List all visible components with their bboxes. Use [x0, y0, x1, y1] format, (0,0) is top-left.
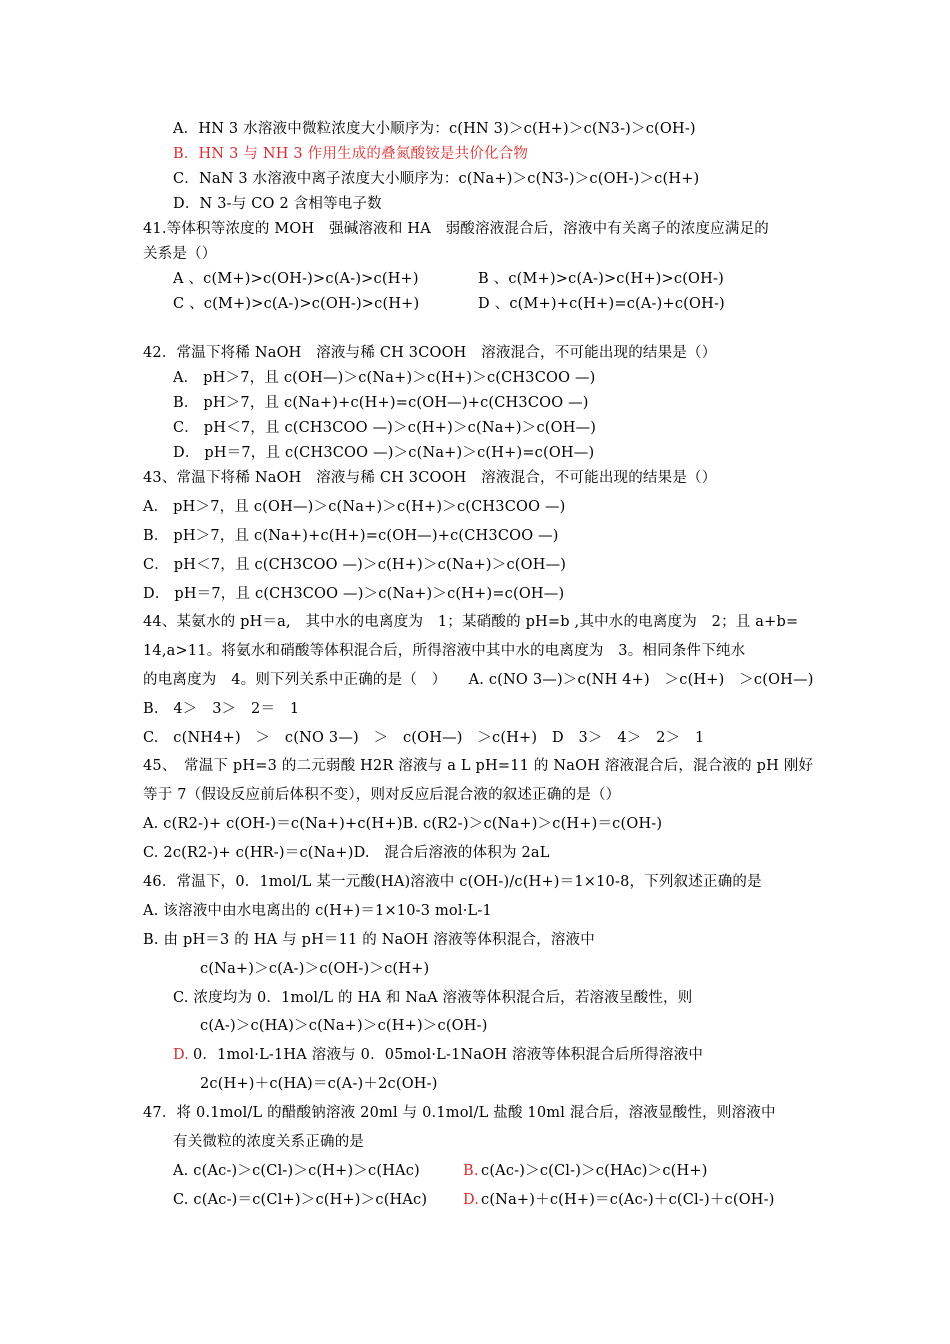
question-46: 46．常温下，0．1mol/L 某一元酸(HA)溶液中 c(OH-)/c(H+)＝1×10-8，下列叙述正确的是: [143, 874, 762, 890]
option-45cd: C. 2c(R2-)+ c(HR-)＝c(Na+)D. 混合后溶液的体积为 2aL: [143, 845, 550, 861]
option-46c-cont: c(A-)＞c(HA)＞c(Na+)＞c(H+)＞c(OH-): [200, 1018, 488, 1034]
option-43c: C． pH＜7，且 c(CH3COO —)＞c(H+)＞c(Na+)＞c(OH—): [143, 557, 567, 573]
option-47c: C. c(Ac-)＝c(Cl+)＞c(H+)＞c(HAc): [173, 1192, 428, 1208]
question-42: 42．常温下将稀 NaOH 溶液与稀 CH 3COOH 溶液混合，不可能出现的结果是（）: [143, 345, 717, 361]
question-41-cont: 关系是（）: [143, 246, 217, 262]
option-40b: B．HN 3 与 NH 3 作用生成的叠氮酸铵是共价化合物: [173, 146, 529, 162]
option-47a: A. c(Ac-)＞c(Cl-)＞c(H+)＞c(HAc): [173, 1163, 420, 1179]
option-46a: A. 该溶液中由水电离出的 c(H+)＝1×10-3 mol·L-1: [143, 903, 492, 919]
question-44-line3: 的电离度为 4。则下列关系中正确的是（ ） A. c(NO 3—)＞c(NH 4+) ＞c(H+) ＞c(OH—): [143, 672, 814, 688]
question-45: 45、 常温下 pH=3 的二元弱酸 H2R 溶液与 a L pH=11 的 NaOH 溶液混合后，混合液的 pH 刚好: [143, 758, 814, 774]
option-41c: C 、c(M+)>c(A-)>c(OH-)>c(H+): [173, 296, 420, 312]
option-44b: B. 4＞ 3＞ 2＝ 1: [143, 701, 300, 717]
option-46d-letter: D.: [173, 1047, 190, 1063]
option-46b-cont: c(Na+)＞c(A-)＞c(OH-)＞c(H+): [200, 961, 430, 977]
question-43: 43、常温下将稀 NaOH 溶液与稀 CH 3COOH 溶液混合，不可能出现的结果是（）: [143, 470, 717, 486]
option-47d-letter: D.: [463, 1192, 480, 1208]
option-41a: A 、c(M+)>c(OH-)>c(A-)>c(H+): [173, 271, 419, 287]
question-47: 47．将 0.1mol/L 的醋酸钠溶液 20ml 与 0.1mol/L 盐酸 10ml 混合后，溶液显酸性，则溶液中: [143, 1105, 776, 1121]
option-47b: c(Ac-)＞c(Cl-)＞c(HAc)＞c(H+): [481, 1163, 708, 1179]
option-40c: C．NaN 3 水溶液中离子浓度大小顺序为：c(Na+)＞c(N3-)＞c(OH-)＞c(H+): [173, 171, 700, 187]
question-44: 44、某氨水的 pH＝a, 其中水的电离度为 1；某硝酸的 pH=b ,其中水的电离度为 2；且 a+b=: [143, 614, 799, 630]
option-41d: D 、c(M+)+c(H+)=c(A-)+c(OH-): [478, 296, 725, 312]
question-47-cont: 有关微粒的浓度关系正确的是: [173, 1134, 365, 1150]
question-41: 41.等体积等浓度的 MOH 强碱溶液和 HA 弱酸溶液混合后，溶液中有关离子的浓度应满足的: [143, 221, 769, 237]
option-40a: A．HN 3 水溶液中微粒浓度大小顺序为：c(HN 3)＞c(H+)＞c(N3-)＞c(OH-): [173, 121, 696, 137]
option-43d: D． pH＝7，且 c(CH3COO —)＞c(Na+)＞c(H+)=c(OH—): [143, 586, 565, 602]
option-42a: A． pH＞7，且 c(OH—)＞c(Na+)＞c(H+)＞c(CH3COO —): [173, 370, 596, 386]
option-46d: 0．1mol·L-1HA 溶液与 0．05mol·L-1NaOH 溶液等体积混合后所得溶液中: [193, 1047, 704, 1063]
option-42b: B． pH＞7，且 c(Na+)+c(H+)=c(OH—)+c(CH3COO —): [173, 395, 589, 411]
option-47d: c(Na+)＋c(H+)＝c(Ac-)＋c(Cl-)＋c(OH-): [481, 1192, 775, 1208]
option-42d: D． pH＝7，且 c(CH3COO —)＞c(Na+)＞c(H+)=c(OH—): [173, 445, 595, 461]
option-40d: D．N 3-与 CO 2 含相等电子数: [173, 196, 382, 212]
option-46c: C. 浓度均为 0．1mol/L 的 HA 和 NaA 溶液等体积混合后，若溶液呈酸性，则: [173, 990, 693, 1006]
option-46b: B. 由 pH＝3 的 HA 与 pH＝11 的 NaOH 溶液等体积混合，溶液中: [143, 932, 595, 948]
option-41b: B 、c(M+)>c(A-)>c(H+)>c(OH-): [478, 271, 724, 287]
question-44-line2: 14,a>11。将氨水和硝酸等体积混合后，所得溶液中其中水的电离度为 3。相同条件下纯水: [143, 643, 746, 659]
option-43b: B． pH＞7，且 c(Na+)+c(H+)=c(OH—)+c(CH3COO —): [143, 528, 559, 544]
option-43a: A． pH＞7，且 c(OH—)＞c(Na+)＞c(H+)＞c(CH3COO —): [143, 499, 566, 515]
option-42c: C． pH＜7，且 c(CH3COO —)＞c(H+)＞c(Na+)＞c(OH—): [173, 420, 597, 436]
option-46d-cont: 2c(H+)＋c(HA)＝c(A-)＋2c(OH-): [200, 1076, 438, 1092]
option-44cd: C. c(NH4+) ＞ c(NO 3—) ＞ c(OH—) ＞c(H+) D 3＞ 4＞ 2＞ 1: [143, 730, 705, 746]
question-45-cont: 等于 7（假设反应前后体积不变），则对反应后混合液的叙述正确的是（）: [143, 787, 621, 803]
option-47b-letter: B.: [463, 1163, 479, 1179]
option-45ab: A. c(R2-)+ c(OH-)＝c(Na+)+c(H+)B. c(R2-)＞c(Na+)＞c(H+)＝c(OH-): [143, 816, 663, 832]
